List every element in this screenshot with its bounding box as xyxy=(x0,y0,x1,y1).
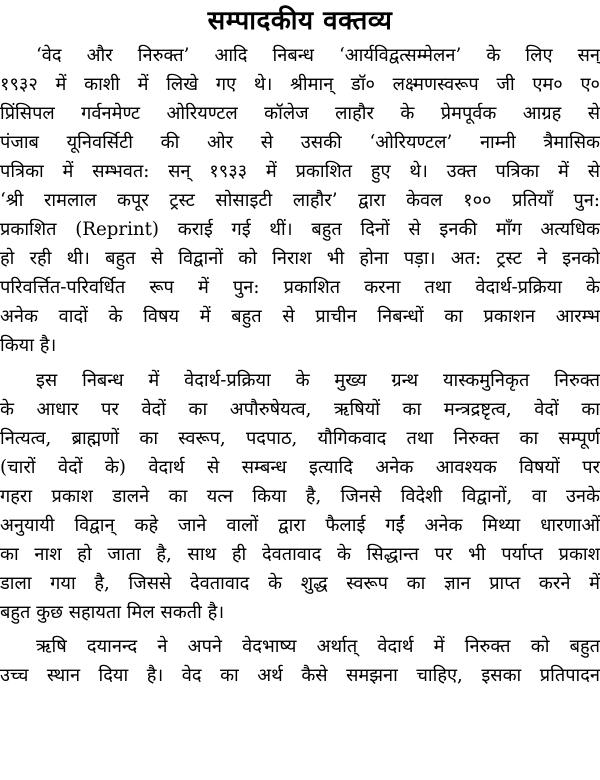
text-line: उच्च स्थान दिया है। वेद का अर्थ कैसे समझना चाहिए, इसका प्रतिपादन xyxy=(0,665,600,686)
text-line: ‘श्री रामलाल कपूर ट्रस्ट सोसाइटी लाहौर’ द्वारा केवल १०० प्रतियाँ पुन: xyxy=(0,190,600,211)
text-line: का नाश हो जाता है, साथ ही देवतावाद के सिद्धान्त पर भी पर्याप्त प्रकाश xyxy=(0,544,600,565)
text-line: अनुयायी विद्वान् कहे जाने वालों द्वारा फैलाई गईं अनेक मिथ्या धारणाओं xyxy=(0,515,600,536)
text-line: के आधार पर वेदों का अपौरुषेयत्व, ऋषियों का मन्त्रद्रष्टृत्व, वेदों का xyxy=(0,399,600,420)
page-title: सम्पादकीय वक्तव्य xyxy=(207,6,393,36)
text-line: परिवर्त्तित-परिवर्धित रूप में पुन: प्रकाशित करना तथा वेदार्थ-प्रक्रिया के xyxy=(0,277,600,298)
text-line: अनेक वादों के विषय में बहुत से प्राचीन निबन्धों का प्रकाशन आरम्भ xyxy=(0,306,600,327)
text-line: १९३२ में काशी में लिखे गए थे। श्रीमान् डॉ० लक्ष्मणस्वरूप जी एम० ए० xyxy=(0,74,600,95)
text-line: इस निबन्ध में वेदार्थ-प्रक्रिया के मुख्य ग्रन्थ यास्कमुनिकृत निरुक्त xyxy=(36,370,600,391)
text-line: प्रिंसिपल गर्वनमेण्ट ओरियण्टल कॉलेज लाहौर के प्रेमपूर्वक आग्रह से xyxy=(0,103,600,124)
text-line: नित्यत्व, ब्राह्मणों का स्वरूप, पदपाठ, यौगिकवाद तथा निरुक्त का सम्पूर्ण xyxy=(0,428,600,449)
text-line: ‘वेद और निरुक्त’ आदि निबन्ध ‘आर्यविद्वत्सम्मेलन’ के लिए सन् xyxy=(36,45,600,66)
text-line: डाला गया है, जिससे देवतावाद के शुद्ध स्वरूप का ज्ञान प्राप्त करने में xyxy=(0,573,600,594)
text-line: ऋषि दयानन्द ने अपने वेदभाष्य अर्थात् वेदार्थ में निरुक्त को बहुत xyxy=(36,636,600,657)
text-line: (चारों वेदों के) वेदार्थ से सम्बन्ध इत्यादि अनेक आवश्यक विषयों पर xyxy=(0,457,600,478)
text-line: किया है। xyxy=(0,335,57,356)
text-line: हो रही थी। बहुत से विद्वानों को निराश भी होना पड़ा। अत: ट्रस्ट ने इनको xyxy=(0,248,600,269)
text-line: पंजाब यूनिवर्सिटी की ओर से उसकी ‘ओरियण्टल’ नाम्नी त्रैमासिक xyxy=(0,132,600,153)
text-line: गहरा प्रकाश डालने का यत्न किया है, जिनसे विदेशी विद्वानों, वा उनके xyxy=(0,486,600,507)
text-line: पत्रिका में सम्भवत: सन् १९३३ में प्रकाशित हुए थे। उक्त पत्रिका में से xyxy=(0,161,600,182)
text-line: बहुत कुछ सहायता मिल सकती है। xyxy=(0,602,225,623)
text-line: प्रकाशित (Reprint) कराई गई थीं। बहुत दिनों से इनकी माँग अत्यधिक xyxy=(0,219,600,240)
